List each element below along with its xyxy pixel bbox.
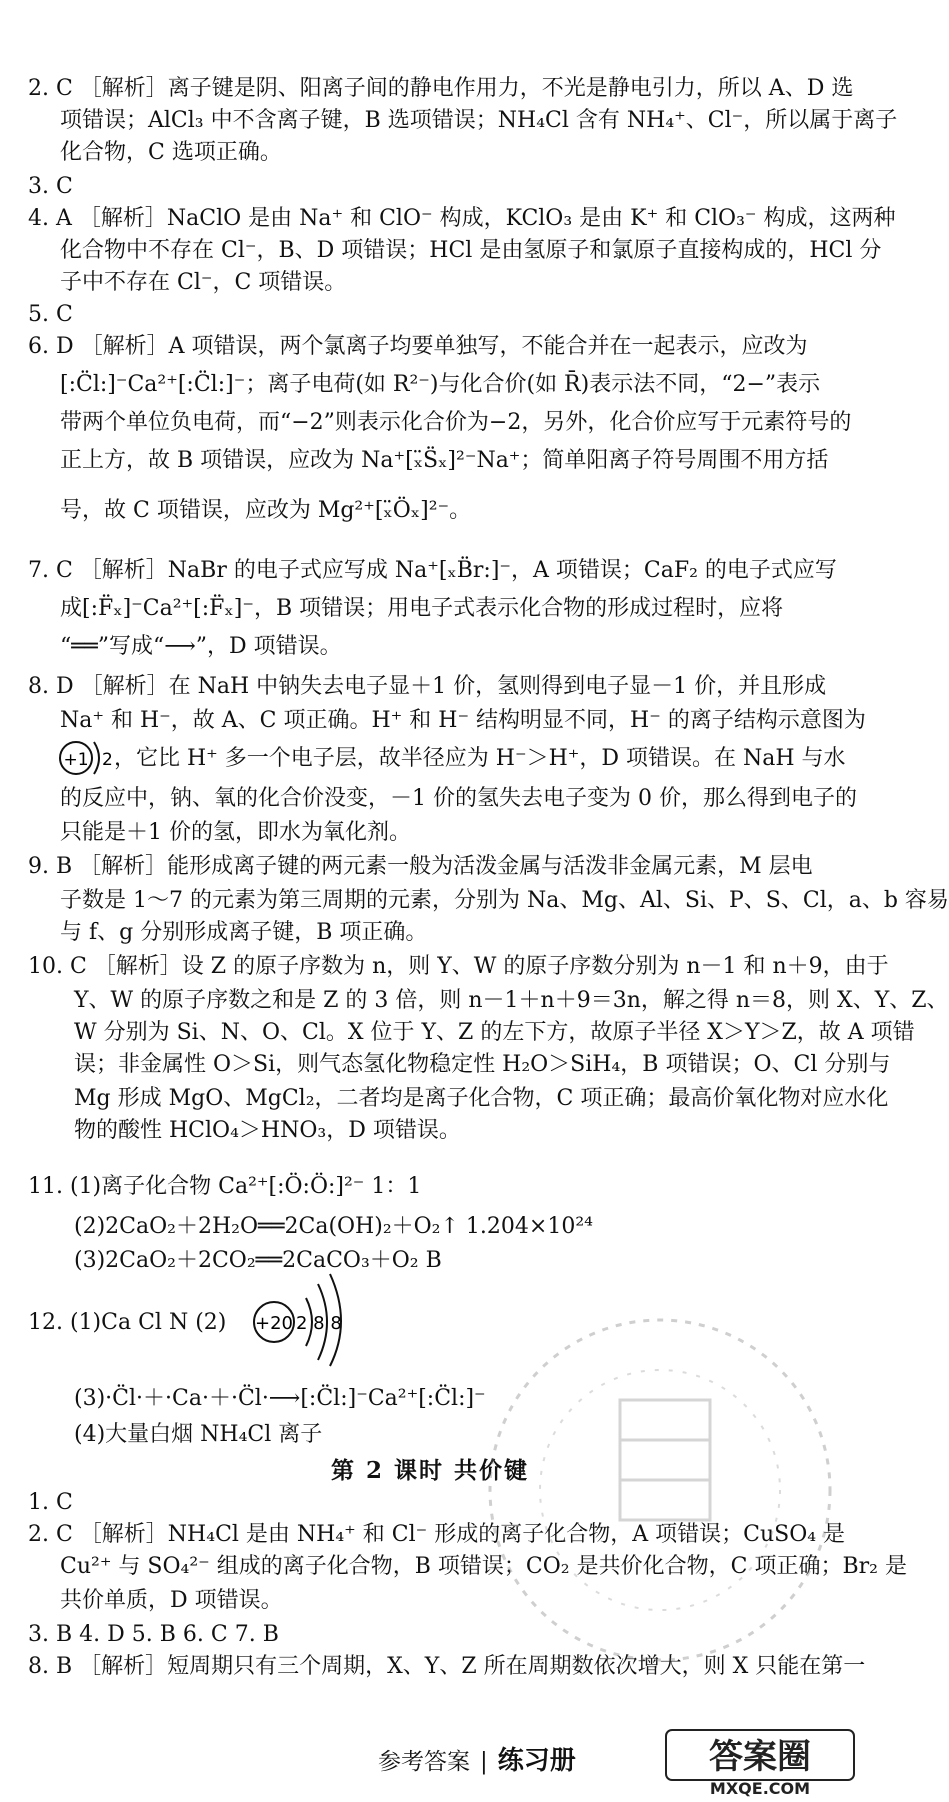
answer-8-line-2: Na⁺ 和 H⁻，故 A、C 项正确。H⁺ 和 H⁻ 结构明显不同，H⁻ 的离子结构示意图为 <box>60 708 866 733</box>
answer-9-line-3: 与 f、g 分别形成离子键，B 项正确。 <box>60 920 428 945</box>
answer-10-line-2: Y、W 的原子序数之和是 Z 的 3 倍，则 n－1＋n＋9＝3n，解之得 n＝8，则 X、Y、Z、 <box>74 988 949 1013</box>
library-stamp-watermark <box>470 1290 830 1710</box>
answer-7-line-3: “══”写成“⟶”，D 项错误。 <box>60 634 342 659</box>
footer-book-title: 练习册 <box>497 1746 576 1776</box>
answer-8-line-1: 8. D ［解析］在 NaH 中钠失去电子显＋1 价，氢则得到电子显－1 价，并且形成 <box>28 674 827 699</box>
answer-4-line-2: 化合物中不存在 Cl⁻，B、D 项错误；HCl 是由氢原子和氯原子直接构成的，HCl 分 <box>60 238 882 263</box>
watermark-sub-text: MXQE.COM <box>709 1779 811 1798</box>
answer-6-line-1: 6. D ［解析］A 项错误，两个氯离子均要单独写，不能合并在一起表示，应改为 <box>28 334 808 359</box>
h-ion-structure-diagram <box>58 738 114 778</box>
answer-5: 5. C <box>28 302 73 327</box>
footer-separator: | <box>480 1749 488 1775</box>
answer-10-line-5: Mg 形成 MgO、MgCl₂，二者均是离子化合物，C 项正确；最高价氧化物对应水化 <box>74 1086 889 1111</box>
section2-answer-2-line-3: 共价单质，D 项错误。 <box>60 1588 283 1613</box>
answer-8-line-4: 的反应中，钠、氧的化合价没变，－1 价的氢失去电子变为 0 价，那么得到电子的 <box>60 786 857 811</box>
answer-6-line-3: 带两个单位负电荷，而“−2”则表示化合价为−2，另外，化合价应写于元素符号的 <box>60 410 852 435</box>
answer-4-line-3: 子中不存在 Cl⁻，C 项错误。 <box>60 270 347 295</box>
answer-12-part-3: (3)·C̈l·＋·Ca·＋·C̈l·⟶[:C̈l:]⁻Ca²⁺[:C̈l:]⁻ <box>74 1386 486 1411</box>
page-footer <box>378 1740 576 1777</box>
watermark-main-text: 答案圈 <box>709 1737 811 1777</box>
answer-10-line-4: 误；非金属性 O＞Si，则气态氢化物稳定性 H₂O＞SiH₄，B 项错误；O、Cl 分别与 <box>74 1052 891 1077</box>
site-watermark-logo <box>660 1728 860 1798</box>
answer-6-line-5: 号，故 C 项错误，应改为 Mg²⁺[ₓ̈Öₓ]²⁻。 <box>60 498 472 523</box>
answer-12-part-4: (4)大量白烟 NH₄Cl 离子 <box>74 1422 323 1447</box>
answer-2-line-3: 化合物，C 选项正确。 <box>60 140 282 165</box>
answer-4-line-1: 4. A ［解析］NaClO 是由 Na⁺ 和 ClO⁻ 构成，KClO₃ 是由 K⁺ 和 ClO₃⁻ 构成，这两种 <box>28 206 896 231</box>
section2-answer-2-line-1: 2. C ［解析］NH₄Cl 是由 NH₄⁺ 和 Cl⁻ 形成的离子化合物，A 项错误；CuSO₄ 是 <box>28 1522 846 1547</box>
answer-2-line-2: 项错误；AlCl₃ 中不含离子键，B 选项错误；NH₄Cl 含有 NH₄⁺、Cl⁻，所以属于离子 <box>60 108 898 133</box>
answer-7-line-1: 7. C ［解析］NaBr 的电子式应写成 Na⁺[ₓB̈r:]⁻，A 项错误；CaF₂ 的电子式应写 <box>28 558 837 583</box>
answer-9-line-1: 9. B ［解析］能形成离子键的两元素一般为活泼金属与活泼非金属元素，M 层电 <box>28 854 813 879</box>
ca-nucleus-charge: +20 <box>255 1313 293 1334</box>
h-nucleus-charge: +1 <box>63 750 89 770</box>
answer-8-line-3: ，它比 H⁺ 多一个电子层，故半径应为 H⁻＞H⁺，D 项错误。在 NaH 与水 <box>114 746 846 771</box>
answer-11-part-3: (3)2CaO₂＋2CO₂══2CaCO₃＋O₂ B <box>74 1248 442 1273</box>
section-heading: 第 2 课时 共价键 <box>330 1457 530 1484</box>
answer-10-line-3: W 分别为 Si、N、O、Cl。X 位于 Y、Z 的左下方，故原子半径 X＞Y＞Z，故 A 项错 <box>74 1020 915 1045</box>
footer-label: 参考答案 <box>378 1749 470 1775</box>
answer-8-line-5: 只能是＋1 价的氢，即水为氧化剂。 <box>60 820 411 845</box>
section2-answer-1: 1. C <box>28 1490 73 1515</box>
section2-answer-8-line-1: 8. B ［解析］短周期只有三个周期，X、Y、Z 所在周期数依次增大，则 X 只能在第一 <box>28 1654 866 1679</box>
answer-7-line-2: 成[:F̈ₓ]⁻Ca²⁺[:F̈ₓ]⁻，B 项错误；用电子式表示化合物的形成过程时，应将 <box>60 596 784 621</box>
answer-11-part-1: 11. (1)离子化合物 Ca²⁺[:Ö:Ö:]²⁻ 1：1 <box>28 1174 422 1199</box>
answer-6-line-2: [:C̈l:]⁻Ca²⁺[:C̈l:]⁻；离子电荷(如 R²⁻)与化合价(如 R̄)表示法不同，“2−”表示 <box>60 372 821 397</box>
answer-3: 3. C <box>28 174 73 199</box>
answer-12-part-1: 12. (1)Ca Cl N (2) <box>28 1310 227 1335</box>
answer-9-line-2: 子数是 1～7 的元素为第三周期的元素，分别为 Na、Mg、Al、Si、P、S、Cl，a、b 容易 <box>60 888 949 913</box>
h-shell-electrons: 2 <box>102 750 113 770</box>
answer-6-line-4: 正上方，故 B 项错误，应改为 Na⁺[ₓ̈S̈ₓ]²⁻Na⁺；简单阳离子符号周围不用方括 <box>60 448 829 473</box>
ca-atom-structure-diagram <box>248 1268 368 1368</box>
answer-10-line-6: 物的酸性 HClO₄＞HNO₃，D 项错误。 <box>74 1118 461 1143</box>
section2-answer-2-line-2: Cu²⁺ 与 SO₄²⁻ 组成的离子化合物，B 项错误；CO₂ 是共价化合物，C 项正确；Br₂ 是 <box>60 1554 907 1579</box>
answer-10-line-1: 10. C ［解析］设 Z 的原子序数为 n，则 Y、W 的原子序数分别为 n－1 和 n＋9，由于 <box>28 954 889 979</box>
answer-2-line-1: 2. C ［解析］离子键是阴、阳离子间的静电作用力，不光是静电引力，所以 A、D 选 <box>28 76 854 101</box>
section2-answers-3-7: 3. B 4. D 5. B 6. C 7. B <box>28 1622 279 1647</box>
ca-shell-electrons: 2 8 8 <box>296 1313 342 1334</box>
answer-11-part-2: (2)2CaO₂＋2H₂O══2Ca(OH)₂＋O₂↑ 1.204×10²⁴ <box>74 1214 593 1239</box>
